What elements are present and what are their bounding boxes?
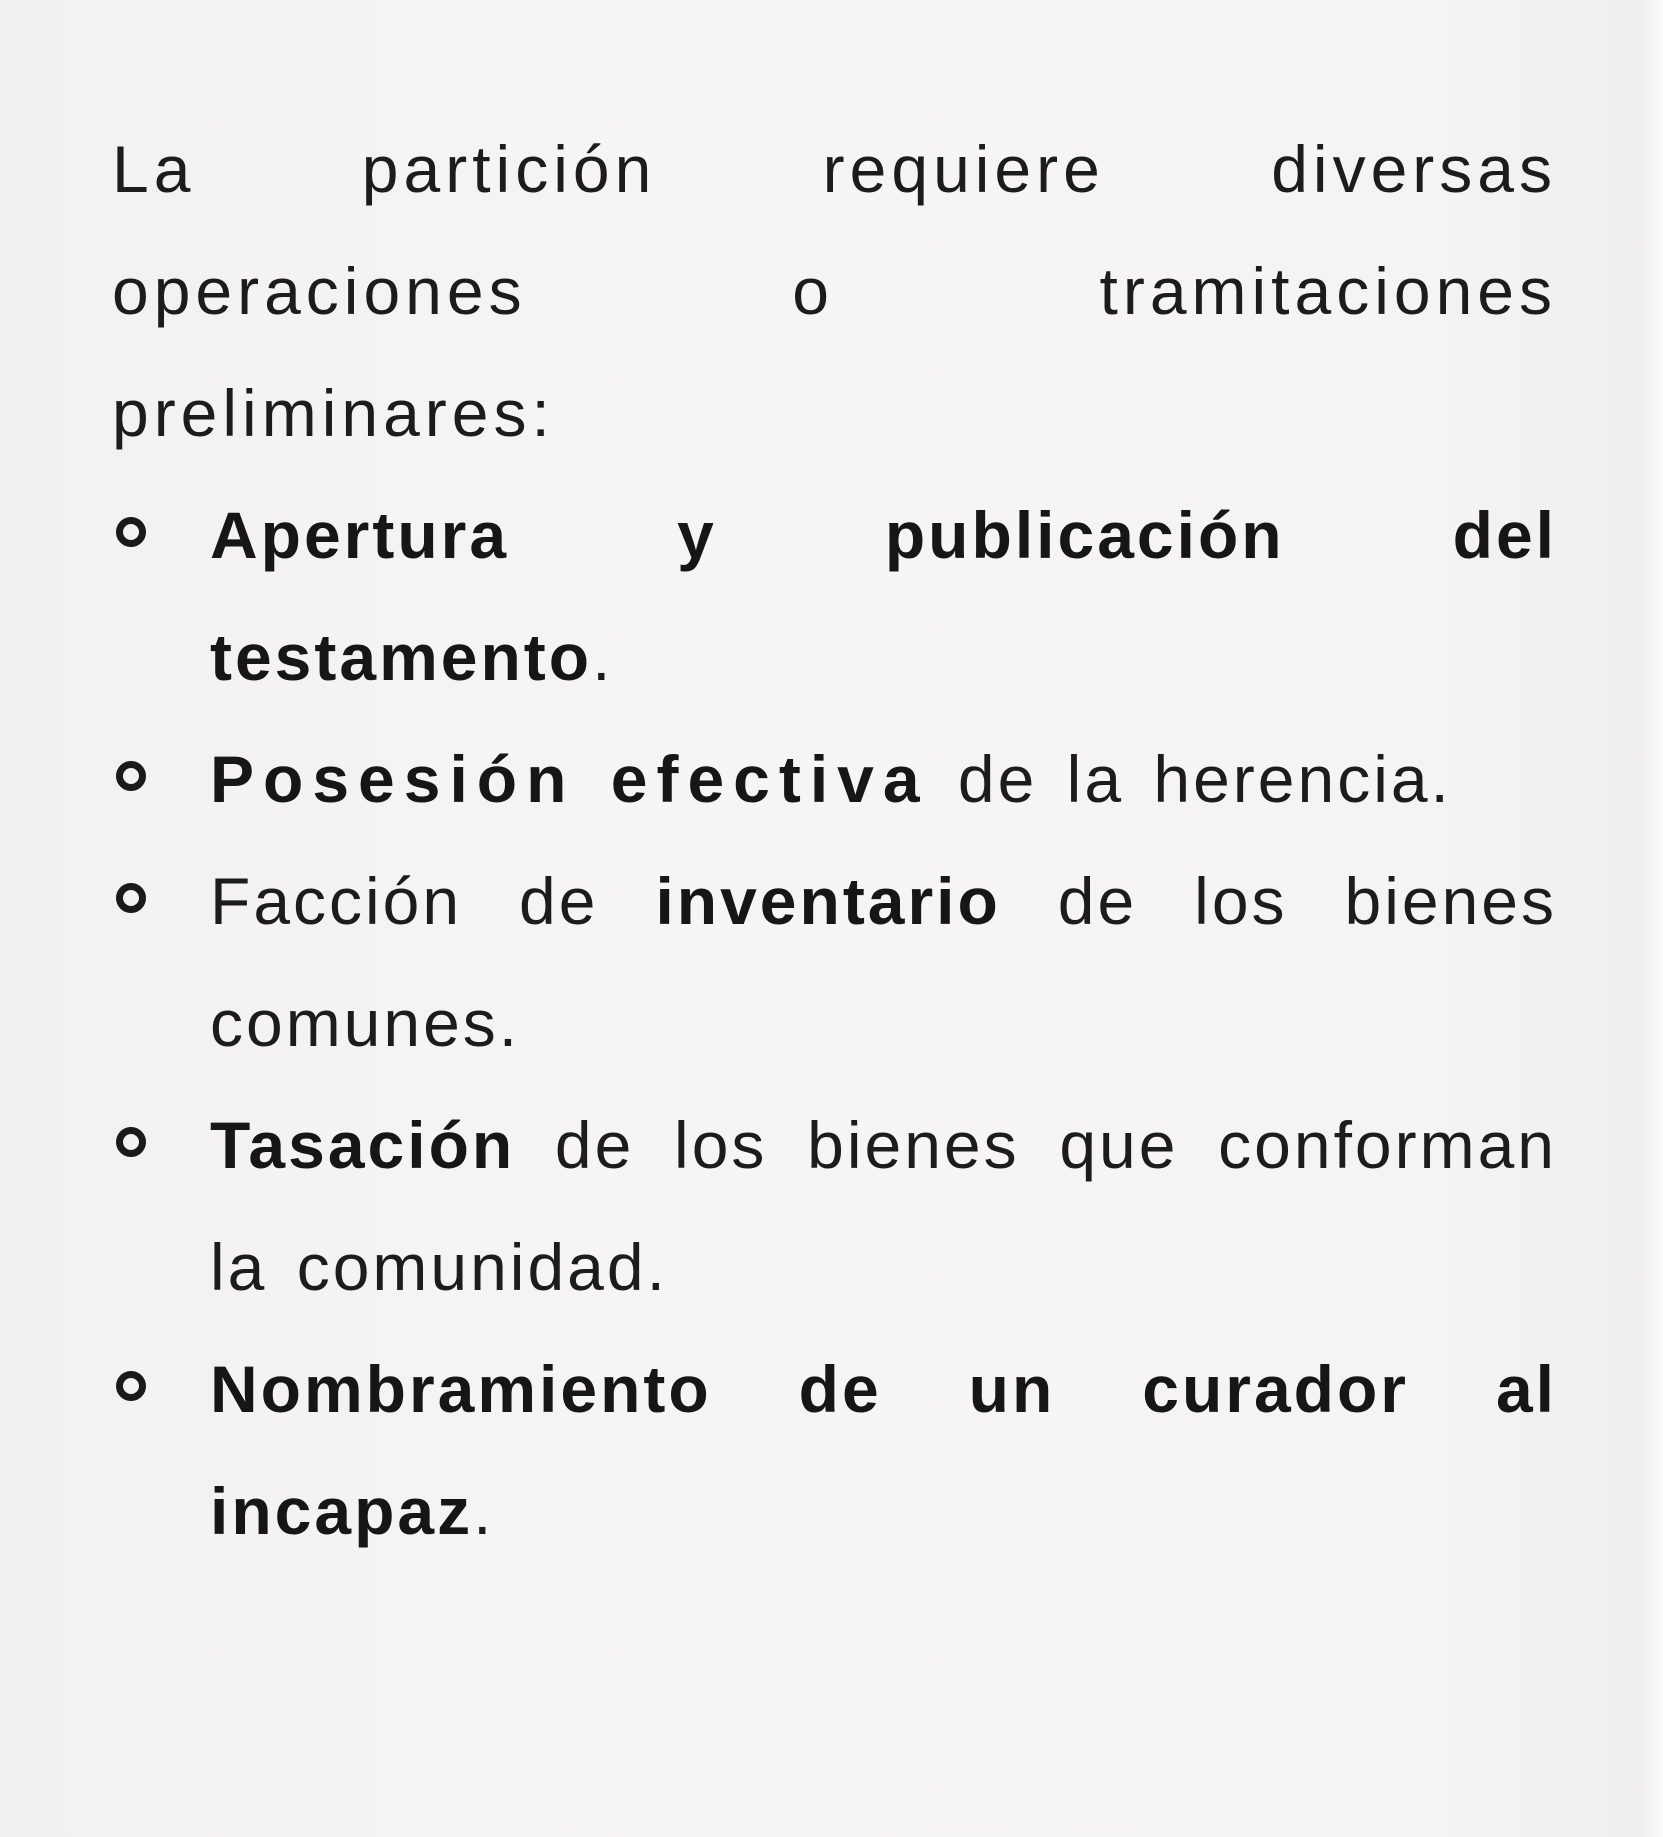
- hollow-circle-bullet-icon: [116, 1371, 146, 1401]
- list-item-posesion: [112, 718, 1557, 840]
- hollow-circle-bullet-icon: [116, 761, 146, 791]
- preliminary-operations-list: [112, 474, 1557, 1572]
- intro-paragraph: La partición requiere diversas operaciones o tramitaciones preliminares:: [112, 132, 1557, 450]
- document-body: [112, 108, 1557, 1572]
- item-text: de los bienes comunes.: [210, 864, 1557, 1060]
- bold-term: inventario: [655, 864, 1001, 938]
- list-item-inventario: [112, 840, 1557, 1084]
- bold-term: Tasación: [210, 1108, 516, 1182]
- list-item-apertura: [112, 474, 1557, 718]
- list-item-nombramiento: [112, 1328, 1557, 1572]
- item-text: de la herencia.: [928, 742, 1452, 816]
- hollow-circle-bullet-icon: [116, 517, 146, 547]
- item-text: Facción de: [210, 864, 656, 938]
- list-item-tasacion: [112, 1084, 1557, 1328]
- bold-term: Nombramiento de un curador al incapaz: [210, 1352, 1557, 1548]
- item-text: de los bienes que conforman la comunidad.: [210, 1108, 1557, 1304]
- bold-term: Posesión efectiva: [210, 742, 929, 816]
- hollow-circle-bullet-icon: [116, 1127, 146, 1157]
- page-edge: [1641, 0, 1663, 1837]
- item-text: .: [473, 1474, 495, 1548]
- hollow-circle-bullet-icon: [116, 883, 146, 913]
- item-text: .: [592, 620, 614, 694]
- bold-term: Apertura y publicación del testamento: [210, 498, 1557, 694]
